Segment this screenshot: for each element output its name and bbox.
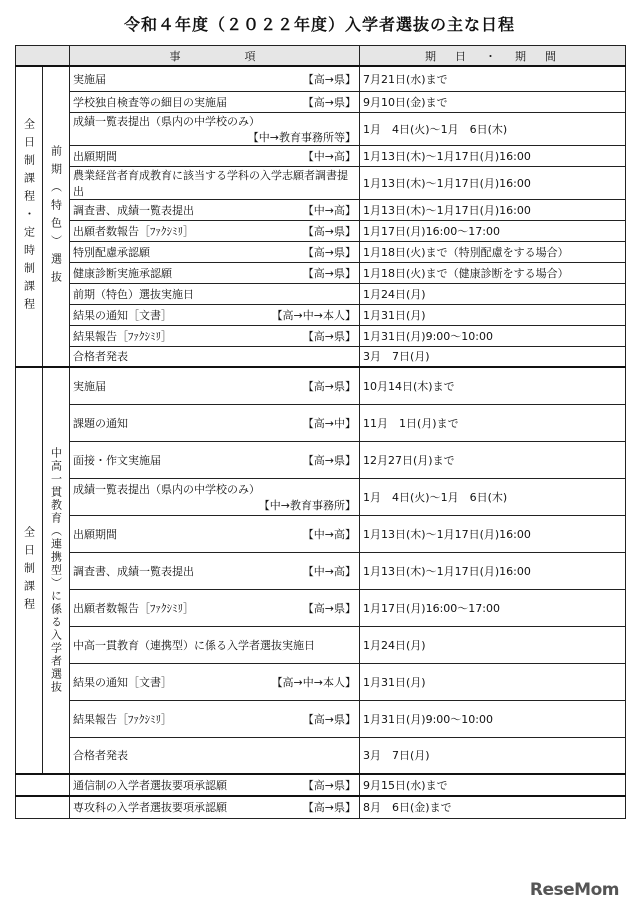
page-title: 令和４年度（２０２２年度）入学者選抜の主な日程: [123, 15, 515, 34]
item-cell: [70, 304, 360, 325]
table-row: [16, 199, 626, 220]
table-row: [16, 774, 626, 796]
item-label: 合格者発表: [73, 749, 128, 763]
item-cell: [70, 774, 360, 796]
course-label: 全日制課程・定時制課程: [22, 117, 36, 316]
subsection-label: 前期（特色）選抜: [49, 144, 63, 289]
date-cell: 1月13日(木)～1月17日(月)16:00: [360, 166, 626, 199]
item-label: 出願期間: [73, 527, 117, 541]
date-cell: 1月13日(木)～1月17日(月)16:00: [360, 145, 626, 166]
table-row: [16, 441, 626, 478]
item-label: 合格者発表: [73, 350, 128, 364]
date-cell: 1月18日(火)まで（健康診断をする場合）: [360, 262, 626, 283]
item-label: 出願者数報告［ﾌｧｸｼﾐﾘ］: [73, 224, 194, 238]
route-label: 【高→中→本人】: [271, 308, 356, 322]
item-cell: [70, 663, 360, 700]
item-label: 課題の通知: [73, 416, 128, 430]
route-label: 【中→高】: [302, 203, 356, 217]
table-row: [16, 737, 626, 774]
item-label: 結果の通知［文書］: [73, 675, 172, 689]
route-label: 【高→県】: [302, 601, 356, 615]
item-label: 成績一覧表提出（県内の中学校のみ）: [73, 114, 260, 128]
item-label: 出願期間: [73, 149, 117, 163]
item-cell: [70, 112, 360, 145]
item-cell: [70, 283, 360, 304]
date-cell: 1月 4日(火)～1月 6日(木): [360, 112, 626, 145]
route-label: 【中→高】: [302, 149, 356, 163]
item-label: 面接・作文実施届: [73, 453, 161, 467]
item-cell: [70, 626, 360, 663]
table-row: [16, 626, 626, 663]
header-item: 事 項: [70, 46, 360, 67]
table-row: [16, 66, 626, 91]
item-label: 結果報告［ﾌｧｸｼﾐﾘ］: [73, 329, 172, 343]
date-cell: 3月 7日(月): [360, 346, 626, 367]
route-label: 【中→高】: [302, 527, 356, 541]
table-row: [16, 91, 626, 112]
table-row: [16, 166, 626, 199]
item-cell: [70, 404, 360, 441]
item-cell: [70, 220, 360, 241]
date-cell: 1月31日(月)9:00～10:00: [360, 325, 626, 346]
subsection-label: 中高一貫教育（連携型）に係る入学者選抜: [49, 447, 63, 694]
table-row: [16, 220, 626, 241]
table-row: [16, 700, 626, 737]
table-row: [16, 552, 626, 589]
date-cell: 1月17日(月)16:00～17:00: [360, 589, 626, 626]
route-label: 【中→高】: [302, 564, 356, 578]
route-label: 【高→県】: [302, 379, 356, 393]
date-cell: 9月15日(水)まで: [360, 774, 626, 796]
date-cell: 1月18日(火)まで（特別配慮をする場合）: [360, 241, 626, 262]
item-label: 特別配慮承認願: [73, 245, 150, 259]
item-cell: [70, 241, 360, 262]
item-label: 実施届: [73, 72, 106, 86]
table-row: [16, 325, 626, 346]
table-header-row: [16, 46, 626, 67]
item-cell: [70, 367, 360, 404]
date-cell: 1月31日(月): [360, 663, 626, 700]
date-cell: 1月 4日(火)～1月 6日(木): [360, 478, 626, 515]
date-cell: 1月31日(月)9:00～10:00: [360, 700, 626, 737]
route-label: 【高→県】: [302, 224, 356, 238]
date-cell: 1月31日(月): [360, 304, 626, 325]
item-cell: [70, 552, 360, 589]
date-cell: 1月17日(月)16:00～17:00: [360, 220, 626, 241]
date-cell: 7月21日(水)まで: [360, 66, 626, 91]
item-label: 結果報告［ﾌｧｸｼﾐﾘ］: [73, 712, 172, 726]
item-cell: [70, 796, 360, 818]
table-row: [16, 145, 626, 166]
item-label: 学校独自検査等の細目の実施届: [73, 95, 227, 109]
subsection-cell: [43, 66, 70, 367]
item-label: 結果の通知［文書］: [73, 308, 172, 322]
footer-blank-cell: [16, 796, 70, 818]
table-row: [16, 796, 626, 818]
route-label: 【高→中】: [302, 416, 356, 430]
route-label: 【中→教育事務所等】: [247, 130, 356, 144]
item-label: 通信制の入学者選抜要項承認願: [73, 779, 227, 792]
item-label: 出願者数報告［ﾌｧｸｼﾐﾘ］: [73, 601, 194, 615]
item-cell: [70, 66, 360, 91]
table-row: [16, 663, 626, 700]
route-label: 【高→中→本人】: [271, 675, 356, 689]
item-cell: [70, 325, 360, 346]
table-row: [16, 112, 626, 145]
table-row: [16, 304, 626, 325]
route-label: 【高→県】: [302, 72, 356, 86]
route-label: 【中→教育事務所】: [258, 498, 356, 512]
item-label: 実施届: [73, 379, 106, 393]
schedule-table: [15, 45, 626, 819]
resemom-logo: ReseMom: [529, 880, 619, 900]
item-label: 中高一貫教育（連携型）に係る入学者選抜実施日: [73, 638, 315, 652]
item-cell: [70, 166, 360, 199]
item-label: 前期（特色）選抜実施日: [73, 287, 194, 301]
header-date: 期 日 ・ 期 間: [360, 46, 626, 67]
item-cell: [70, 589, 360, 626]
route-label: 【高→県】: [302, 453, 356, 467]
table-row: [16, 515, 626, 552]
date-cell: 1月13日(木)～1月17日(月)16:00: [360, 515, 626, 552]
date-cell: 1月13日(木)～1月17日(月)16:00: [360, 552, 626, 589]
table-row: [16, 262, 626, 283]
table-row: [16, 241, 626, 262]
item-cell: [70, 346, 360, 367]
item-label: 成績一覧表提出（県内の中学校のみ）: [73, 482, 260, 496]
route-label: 【高→県】: [302, 801, 356, 815]
item-cell: [70, 91, 360, 112]
item-cell: [70, 737, 360, 774]
item-cell: [70, 478, 360, 515]
course-label: 全日制課程: [22, 525, 36, 616]
item-label: 調査書、成績一覧表提出: [73, 203, 194, 217]
item-cell: [70, 145, 360, 166]
route-label: 【高→県】: [302, 712, 356, 726]
date-cell: 3月 7日(月): [360, 737, 626, 774]
route-label: 【高→県】: [302, 266, 356, 280]
item-cell: [70, 441, 360, 478]
table-row: [16, 283, 626, 304]
course-cell: [16, 367, 43, 774]
table-body: [16, 66, 626, 818]
subsection-cell: [43, 367, 70, 774]
date-cell: 1月24日(月): [360, 283, 626, 304]
item-cell: [70, 700, 360, 737]
item-label: 調査書、成績一覧表提出: [73, 564, 194, 578]
route-label: 【高→県】: [302, 95, 356, 109]
header-corner: [16, 46, 70, 67]
footer-blank-cell: [16, 774, 70, 796]
table-row: [16, 478, 626, 515]
item-cell: [70, 199, 360, 220]
route-label: 【高→県】: [302, 245, 356, 259]
table-row: [16, 367, 626, 404]
date-cell: 10月14日(木)まで: [360, 367, 626, 404]
table-row: [16, 404, 626, 441]
date-cell: 12月27日(月)まで: [360, 441, 626, 478]
item-label: 健康診断実施承認願: [73, 266, 172, 280]
route-label: 【高→県】: [302, 329, 356, 343]
table-row: [16, 589, 626, 626]
date-cell: 1月13日(木)～1月17日(月)16:00: [360, 199, 626, 220]
item-label: 農業経営者育成教育に該当する学科の入学志願者調書提出: [73, 168, 348, 198]
date-cell: 9月10日(金)まで: [360, 91, 626, 112]
item-label: 専攻科の入学者選抜要項承認願: [73, 801, 227, 815]
date-cell: 8月 6日(金)まで: [360, 796, 626, 818]
item-cell: [70, 262, 360, 283]
item-cell: [70, 515, 360, 552]
route-label: 【高→県】: [302, 779, 356, 792]
table-row: [16, 346, 626, 367]
course-cell: [16, 66, 43, 367]
date-cell: 1月24日(月): [360, 626, 626, 663]
date-cell: 11月 1日(月)まで: [360, 404, 626, 441]
